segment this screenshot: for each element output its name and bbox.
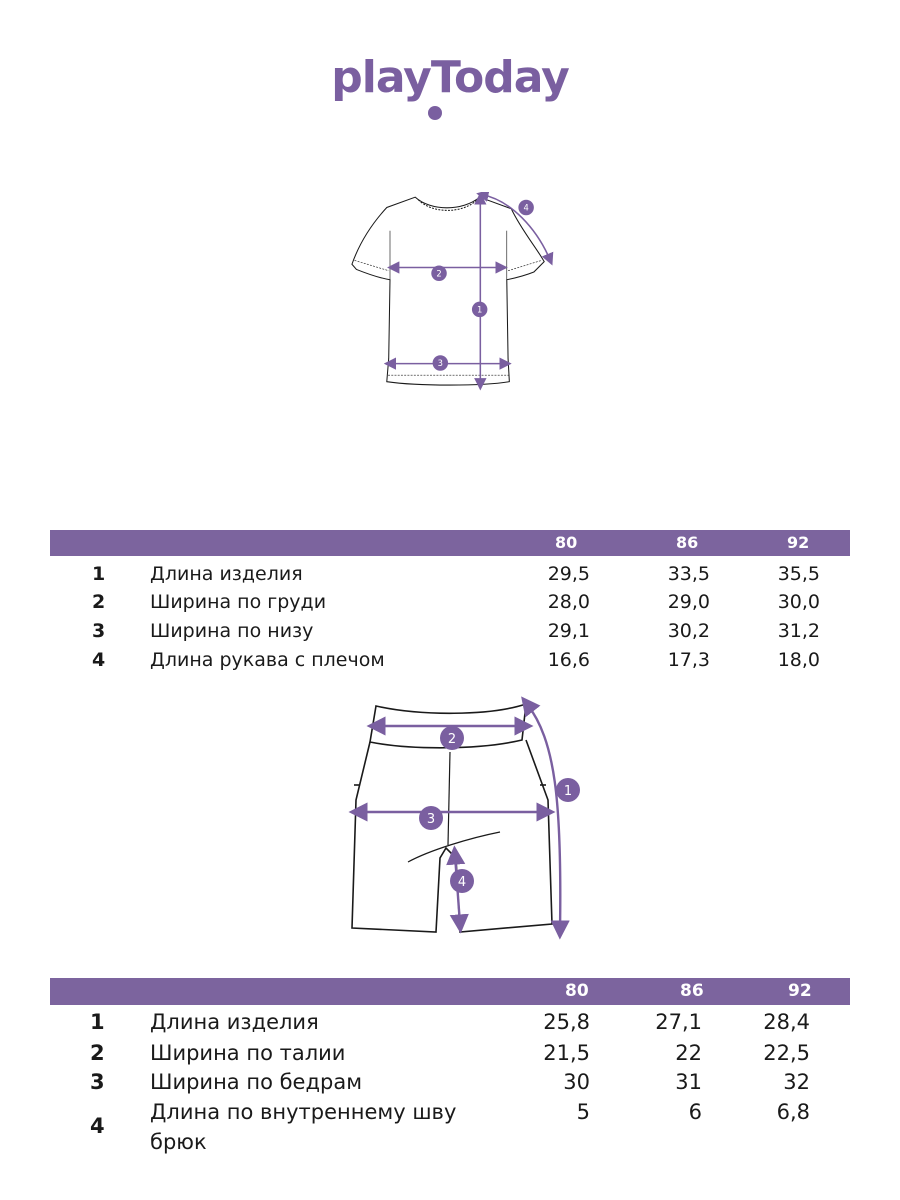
row-label: Длина изделия xyxy=(150,1010,319,1034)
tshirt-marker-3: 3 xyxy=(437,358,443,369)
shorts-marker-3: 3 xyxy=(426,812,436,827)
brand-logo: playToday xyxy=(331,52,569,103)
row-value: 29,0 xyxy=(667,591,710,613)
row-value: 30,0 xyxy=(777,591,820,613)
shorts-table-header xyxy=(50,978,850,1005)
row-label: Длина рукава с плечом xyxy=(150,649,385,671)
row-value: 28,0 xyxy=(547,591,590,613)
row-number: 3 xyxy=(90,1070,105,1094)
row-number: 4 xyxy=(92,649,106,671)
row-label: Ширина по низу xyxy=(150,620,314,642)
row-value: 17,3 xyxy=(667,649,710,671)
row-value: 28,4 xyxy=(763,1010,810,1034)
row-value: 21,5 xyxy=(543,1041,590,1065)
tshirt-marker-1: 1 xyxy=(477,304,483,315)
tshirt-size-80: 80 xyxy=(555,533,578,552)
row-label: Ширина по груди xyxy=(150,591,327,613)
row-value: 30,2 xyxy=(667,620,710,642)
row-value: 16,6 xyxy=(547,649,590,671)
row-value: 31 xyxy=(675,1070,702,1094)
row-value: 30 xyxy=(563,1070,590,1094)
shorts-marker-2: 2 xyxy=(447,732,457,747)
row-number: 2 xyxy=(90,1041,105,1065)
row-number: 1 xyxy=(92,563,106,585)
row-value: 5 xyxy=(576,1100,590,1124)
row-value: 6,8 xyxy=(776,1100,810,1124)
brand-logo-dot xyxy=(428,106,442,120)
shorts-size-86: 86 xyxy=(680,981,704,1001)
row-value: 27,1 xyxy=(655,1010,702,1034)
row-value: 35,5 xyxy=(777,563,820,585)
row-value: 29,1 xyxy=(547,620,590,642)
row-label: Длина по внутреннему шву xyxy=(150,1100,457,1124)
shorts-size-92: 92 xyxy=(788,981,812,1001)
shorts-marker-4: 4 xyxy=(457,875,467,890)
tshirt-size-86: 86 xyxy=(676,533,699,552)
tshirt-marker-4: 4 xyxy=(523,202,529,213)
row-number: 2 xyxy=(92,591,106,613)
row-label: Ширина по талии xyxy=(150,1041,346,1065)
tshirt-diagram xyxy=(0,192,900,392)
row-value: 32 xyxy=(783,1070,810,1094)
tshirt-table-header xyxy=(50,530,850,556)
row-value: 29,5 xyxy=(547,563,590,585)
shorts-size-80: 80 xyxy=(565,981,589,1001)
tshirt-size-92: 92 xyxy=(787,533,810,552)
row-value: 6 xyxy=(688,1100,702,1124)
row-number: 4 xyxy=(90,1114,105,1138)
row-label: Ширина по бедрам xyxy=(150,1070,363,1094)
row-value: 25,8 xyxy=(543,1010,590,1034)
row-value: 22,5 xyxy=(763,1041,810,1065)
row-number: 1 xyxy=(90,1010,105,1034)
row-value: 18,0 xyxy=(777,649,820,671)
shorts-marker-1: 1 xyxy=(563,784,573,799)
row-value: 22 xyxy=(675,1041,702,1065)
row-label: Длина изделия xyxy=(150,563,303,585)
row-number: 3 xyxy=(92,620,106,642)
shorts-diagram xyxy=(0,696,900,946)
row-label-continued: брюк xyxy=(150,1130,207,1154)
tshirt-marker-2: 2 xyxy=(436,268,442,279)
row-value: 31,2 xyxy=(777,620,820,642)
row-value: 33,5 xyxy=(667,563,710,585)
